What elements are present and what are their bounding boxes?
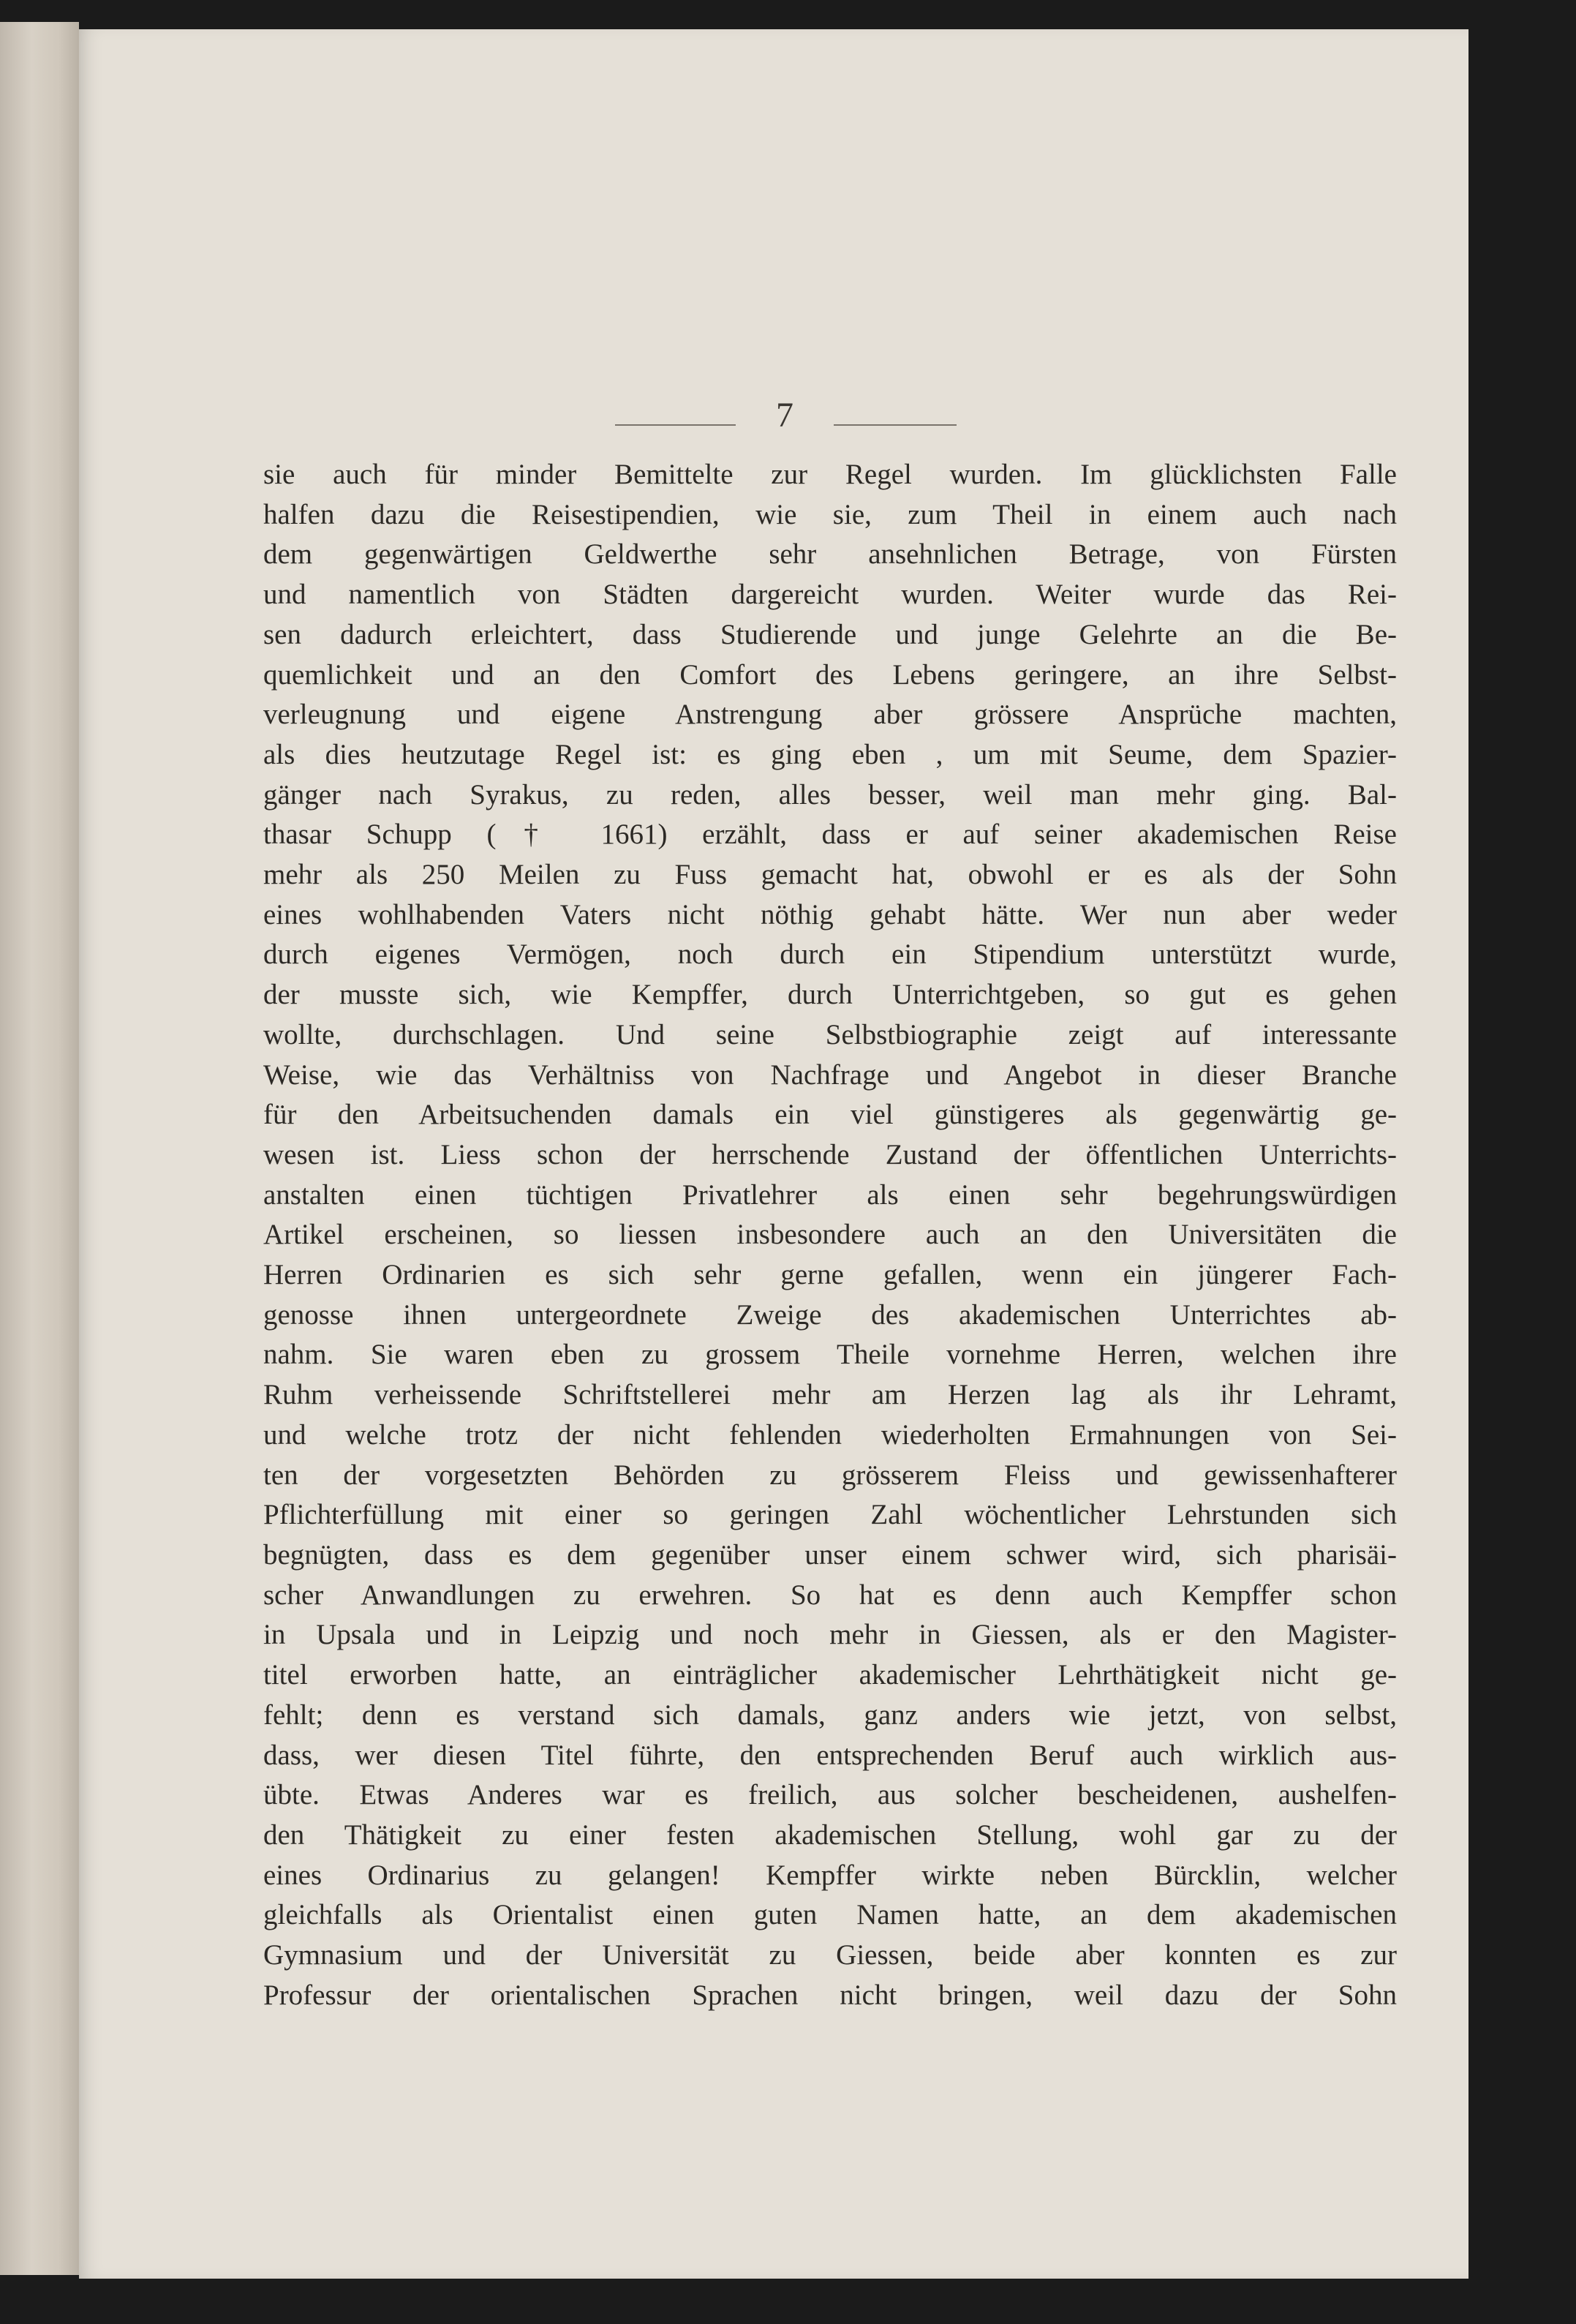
text-line: begnügten, dass es dem gegenüber unser einem schwer wird, sich pharisäi- xyxy=(263,1538,1397,1571)
text-line: durch eigenes Vermögen, noch durch ein Stipendium unterstützt wurde, xyxy=(263,939,1397,971)
text-line: Pflichterfüllung mit einer so geringen Zahl wöchentlicher Lehrstunden sich xyxy=(263,1499,1397,1531)
text-line: anstalten einen tüchtigen Privatlehrer als einen sehr begehrungswürdigen xyxy=(263,1178,1397,1211)
text-line: Gymnasium und der Universität zu Giessen, beide aber konnten es zur xyxy=(263,1939,1397,1971)
text-line: verleugnung und eigene Anstrengung aber grössere Ansprüche machten, xyxy=(263,699,1397,731)
body-text xyxy=(263,455,1397,2015)
text-line: Weise, wie das Verhältniss von Nachfrage und Angebot in dieser Branche xyxy=(263,1058,1397,1091)
header-rule-left xyxy=(615,424,736,426)
text-line: und namentlich von Städten dargereicht wurden. Weiter wurde das Rei- xyxy=(263,579,1397,611)
text-line: für den Arbeitsuchenden damals ein viel günstigeres als gegenwärtig ge- xyxy=(263,1099,1397,1131)
text-line: eines wohlhabenden Vaters nicht nöthig gehabt hätte. Wer nun aber weder xyxy=(263,898,1397,930)
text-line: thasar Schupp († 1661) erzählt, dass er auf seiner akademischen Reise xyxy=(263,819,1397,851)
page-number: 7 xyxy=(776,396,793,435)
header-rule-right xyxy=(834,424,957,426)
text-line: dem gegenwärtigen Geldwerthe sehr ansehnlichen Betrage, von Fürsten xyxy=(263,538,1397,571)
text-line: wesen ist. Liess schon der herrschende Zustand der öffentlichen Unterrichts- xyxy=(263,1138,1397,1170)
text-line: ten der vorgesetzten Behörden zu grösserem Fleiss und gewissenhafterer xyxy=(263,1459,1397,1491)
text-line: dass, wer diesen Titel führte, den entsprechenden Beruf auch wirklich aus- xyxy=(263,1739,1397,1771)
text-line: halfen dazu die Reisestipendien, wie sie, zum Theil in einem auch nach xyxy=(263,498,1397,530)
text-line: den Thätigkeit zu einer festen akademischen Stellung, wohl gar zu der xyxy=(263,1819,1397,1851)
text-line: gleichfalls als Orientalist einen guten Namen hatte, an dem akademischen xyxy=(263,1899,1397,1931)
text-line: übte. Etwas Anderes war es freilich, aus solcher bescheidenen, aushelfen- xyxy=(263,1779,1397,1811)
text-line: mehr als 250 Meilen zu Fuss gemacht hat, obwohl er es als der Sohn xyxy=(263,859,1397,891)
text-line: fehlt; denn es verstand sich damals, ganz anders wie jetzt, von selbst, xyxy=(263,1699,1397,1731)
text-line: quemlichkeit und an den Comfort des Lebens geringere, an ihre Selbst- xyxy=(263,658,1397,691)
text-line: Herren Ordinarien es sich sehr gerne gefallen, wenn ein jüngerer Fach- xyxy=(263,1259,1397,1291)
text-line: gänger nach Syrakus, zu reden, alles besser, weil man mehr ging. Bal- xyxy=(263,778,1397,811)
text-line: scher Anwandlungen zu erwehren. So hat es denn auch Kempffer schon xyxy=(263,1579,1397,1611)
book-spine-edge xyxy=(0,22,79,2275)
text-line: eines Ordinarius zu gelangen! Kempffer wirkte neben Bürcklin, welcher xyxy=(263,1859,1397,1891)
text-line: wollte, durchschlagen. Und seine Selbstbiographie zeigt auf interessante xyxy=(263,1018,1397,1050)
text-line: titel erworben hatte, an einträglicher akademischer Lehrthätigkeit nicht ge- xyxy=(263,1659,1397,1691)
text-line: als dies heutzutage Regel ist: es ging eben , um mit Seume, dem Spazier- xyxy=(263,738,1397,770)
text-line: sie auch für minder Bemittelte zur Regel wurden. Im glücklichsten Falle xyxy=(263,459,1397,490)
page-header xyxy=(79,380,1468,454)
text-line: Ruhm verheissende Schriftstellerei mehr am Herzen lag als ihr Lehramt, xyxy=(263,1379,1397,1411)
text-line: der musste sich, wie Kempffer, durch Unterrichtgeben, so gut es gehen xyxy=(263,979,1397,1011)
text-line: Artikel erscheinen, so liessen insbesondere auch an den Universitäten die xyxy=(263,1219,1397,1251)
text-line: sen dadurch erleichtert, dass Studierende und junge Gelehrte an die Be- xyxy=(263,618,1397,650)
text-line: nahm. Sie waren eben zu grossem Theile vornehme Herren, welchen ihre xyxy=(263,1339,1397,1371)
text-line: Professur der orientalischen Sprachen nicht bringen, weil dazu der Sohn xyxy=(263,1979,1397,2011)
text-line: genosse ihnen untergeordnete Zweige des akademischen Unterrichtes ab- xyxy=(263,1298,1397,1331)
text-line: in Upsala und in Leipzig und noch mehr in Giessen, als er den Magister- xyxy=(263,1619,1397,1651)
book-page xyxy=(79,29,1468,2279)
text-line: und welche trotz der nicht fehlenden wiederholten Ermahnungen von Sei- xyxy=(263,1418,1397,1451)
